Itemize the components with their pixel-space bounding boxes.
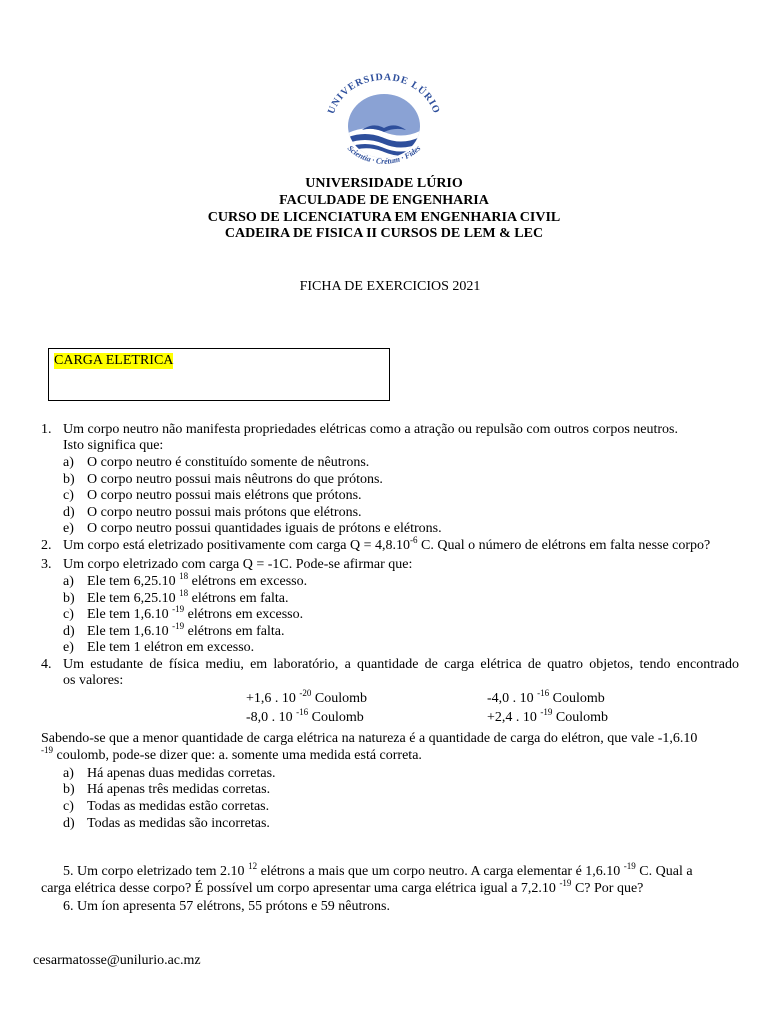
q4-option-text: Há apenas três medidas corretas. [87,782,271,797]
q4-value: -4,0 . 10 $^{-16}$ Coulomb [487,688,605,706]
q4-paragraph: Sabendo-se que a menor quantidade de carga elétrica na natureza é a quantidade de carga do elétron, que vale -1,6.10 [41,731,698,746]
q4-value: +2,4 . 10 $^{-19}$ Coulomb [487,707,609,725]
header-course: CURSO DE LICENCIATURA EM ENGENHARIA CIVIL [207,210,561,225]
q4-text: Um estudante de física mediu, em laboratório, a quantidade de carga elétrica de quatro objetos, tendo encontrado [63,657,739,672]
q6-text: 6. Um íon apresenta 57 elétrons, 55 prótons e 59 nêutrons. [63,899,390,914]
header-faculty: FACULDADE DE ENGENHARIA [279,193,489,208]
q3-option-text: Ele tem 1,6.10 $^{-19}$ elétrons em excesso. [87,604,304,622]
q5-text-cont: carga elétrica desse corpo? É possível um corpo apresentar uma carga elétrica igual a 7,2.10 $^{-19}$ C? Por que? [41,878,644,896]
q3-option-label: b) [63,591,75,606]
q1-number: 1. [41,422,52,437]
header-university: UNIVERSIDADE LÚRIO [305,176,463,191]
q3-option-text: Ele tem 1,6.10 $^{-19}$ elétrons em falta. [87,621,285,639]
q2-number: 2. [41,538,52,553]
q1-option-text: O corpo neutro possui mais nêutrons do que prótons. [87,472,383,487]
q3-option-label: a) [63,574,74,589]
q3-option-label: c) [63,607,74,622]
q1-option-label: d) [63,505,75,520]
q1-option-text: O corpo neutro possui mais prótons que elétrons. [87,505,362,520]
section-title: CARGA ELETRICA [54,353,174,368]
q4-value: -8,0 . 10 $^{-16}$ Coulomb [246,707,364,725]
q3-option-text: Ele tem 6,25.10 $^{18}$ elétrons em excesso. [87,571,308,589]
q1-text: Um corpo neutro não manifesta propriedades elétricas como a atração ou repulsão com outros corpos neutros. [63,422,679,437]
q1-option-text: O corpo neutro possui quantidades iguais de prótons e elétrons. [87,521,442,536]
logo-ring-text-bottom: Scientia · Crétum · Fides [345,143,423,166]
q2-text: Um corpo está eletrizado positivamente com carga $Q = 4,8.10^{-6}$ C. Qual o número de elétrons em falta nesse corpo? [63,535,711,553]
q5-text: 5. Um corpo eletrizado tem 2.10 $^{12}$ elétrons a mais que um corpo neutro. A carga elementar é 1,6.10 $^{-19}$ C. Qual a [63,861,693,879]
q4-option-text: Todas as medidas são incorretas. [87,816,270,831]
q4-option-label: d) [63,816,75,831]
q4-option-text: Há apenas duas medidas corretas. [87,766,276,781]
q4-value: +1,6 . 10 $^{-20}$ Coulomb [246,688,368,706]
q3-option-text: Ele tem 1 elétron em excesso. [87,640,255,655]
q1-option-label: e) [63,521,74,536]
q1-option-label: b) [63,472,75,487]
university-logo [318,72,450,176]
q4-paragraph-cont: $^{-19}$ coulomb, pode-se dizer que: a. somente uma medida está correta. [41,745,422,763]
q1-option-label: a) [63,455,74,470]
section-box [48,348,390,401]
q4-option-text: Todas as medidas estão corretas. [87,799,270,814]
q4-number: 4. [41,657,52,672]
q4-text-cont: os valores: [63,673,124,688]
footer-email: cesarmatosse@unilurio.ac.mz [33,953,201,968]
q4-option-label: b) [63,782,75,797]
header-subject: CADEIRA DE FISICA II CURSOS DE LEM & LEC [224,226,544,241]
worksheet-title: FICHA DE EXERCICIOS 2021 [299,279,481,294]
q3-option-label: e) [63,640,74,655]
q4-option-label: a) [63,766,74,781]
q3-option-text: Ele tem 6,25.10 $^{18}$ elétrons em falta. [87,588,289,606]
q4-option-label: c) [63,799,74,814]
q1-option-text: O corpo neutro é constituído somente de nêutrons. [87,455,370,470]
q3-number: 3. [41,557,52,572]
q3-text: Um corpo eletrizado com carga Q = -1C. Pode-se afirmar que: [63,557,413,572]
q3-option-label: d) [63,624,75,639]
q1-option-text: O corpo neutro possui mais elétrons que prótons. [87,488,362,503]
q1-option-label: c) [63,488,74,503]
logo-ring-text-top: UNIVERSIDADE LÚRIO [326,72,443,116]
q1-text-cont: Isto significa que: [63,438,164,453]
